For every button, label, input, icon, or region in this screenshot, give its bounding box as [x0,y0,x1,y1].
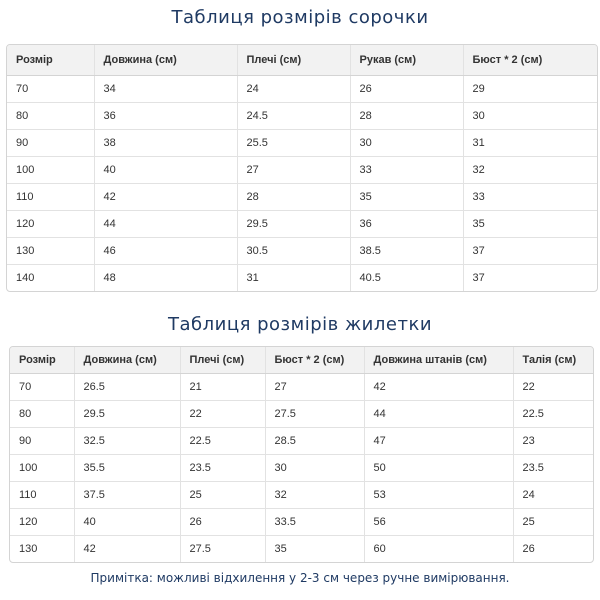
table-cell: 40 [74,509,180,536]
table-cell: 27.5 [180,536,265,563]
table-cell: 90 [10,428,74,455]
table-cell: 23.5 [513,455,593,482]
table-cell: 25.5 [237,130,350,157]
column-header-shoulders: Плечі (см) [237,45,350,76]
column-header-pants-length: Довжина штанів (см) [364,347,513,374]
table-cell: 29.5 [74,401,180,428]
table-cell: 35.5 [74,455,180,482]
table-cell: 37 [472,272,485,284]
table-row [10,401,593,428]
table-cell: 100 [10,455,74,482]
table-cell: 44 [364,401,513,428]
table-cell: 56 [364,509,513,536]
table-cell: 50 [364,455,513,482]
table-cell: 24.5 [237,103,350,130]
column-header-size: Розмір [7,45,94,76]
shirt-size-table-title: Таблиця розмірів сорочки [171,7,429,28]
table-cell: 28.5 [265,428,364,455]
table-cell: 36 [350,211,463,238]
table-header-row [7,45,597,76]
table-cell: 26.5 [74,374,180,401]
table-cell: 31 [463,130,597,157]
table-row [10,536,593,563]
table-row [7,157,597,184]
table-cell: 120 [10,509,74,536]
table-cell: 110 [10,482,74,509]
shirt-size-table [6,44,598,292]
table-row [10,428,593,455]
table-row [10,374,593,401]
table-cell: 40.5 [350,265,463,292]
table-cell: 46 [94,238,237,265]
column-header-waist: Талія (см) [513,347,593,374]
column-header-sleeve: Рукав (см) [350,45,463,76]
table-cell: 30 [350,130,463,157]
table-row [7,76,597,103]
table-row [7,103,597,130]
table-cell: 130 [10,536,74,563]
table-cell: 90 [7,130,94,157]
table-cell: 34 [94,76,237,103]
table-cell: 44 [94,211,237,238]
table-cell: 33 [350,157,463,184]
table-cell: 130 [7,238,94,265]
table-cell: 27 [265,374,364,401]
column-header-bust: Бюст * 2 (см) [463,45,597,76]
table-cell: 42 [364,374,513,401]
table-cell: 70 [7,76,94,103]
column-header-length: Довжина (см) [74,347,180,374]
table-cell: 21 [180,374,265,401]
table-cell: 26 [180,509,265,536]
table-cell: 140 [7,265,94,292]
table-row [7,238,597,265]
table-header-row [10,347,593,374]
table-cell: 25 [513,509,593,536]
table-cell: 35 [350,184,463,211]
table-cell: 120 [7,211,94,238]
column-header-size: Розмір [10,347,74,374]
table-cell: 30 [463,103,597,130]
table-cell: 38 [94,130,237,157]
table-row [7,265,597,292]
table-cell: 80 [7,103,94,130]
table-cell: 23 [513,428,593,455]
table-cell: 42 [74,536,180,563]
table-cell: 22 [180,401,265,428]
table-cell: 37.5 [74,482,180,509]
table-cell: 30 [265,455,364,482]
table-row [7,184,597,211]
table-cell: 25 [180,482,265,509]
table-cell: 31 [237,265,350,292]
table-row [10,455,593,482]
table-cell: 29 [463,76,597,103]
table-cell: 29.5 [237,211,350,238]
table-cell: 28 [350,103,463,130]
table-cell: 100 [7,157,94,184]
table-cell: 33 [463,184,597,211]
table-cell: 32 [463,157,597,184]
table-cell: 30.5 [237,238,350,265]
column-header-bust: Бюст * 2 (см) [265,347,364,374]
vest-size-table [9,346,594,563]
table-cell: 42 [94,184,237,211]
table-cell: 26 [522,543,535,555]
column-header-length: Довжина (см) [94,45,237,76]
table-cell: 22.5 [180,428,265,455]
table-row [7,130,597,157]
table-cell: 40 [94,157,237,184]
table-cell: 35 [463,211,597,238]
table-cell: 80 [10,401,74,428]
table-cell: 26 [350,76,463,103]
table-row [7,211,597,238]
table-cell: 32.5 [74,428,180,455]
table-cell: 48 [94,265,237,292]
table-cell: 33.5 [265,509,364,536]
table-cell: 53 [364,482,513,509]
table-cell: 38.5 [350,238,463,265]
table-cell: 23.5 [180,455,265,482]
table-cell: 35 [265,536,364,563]
table-row [10,509,593,536]
footnote: Примітка: можливі відхилення у 2-3 см через ручне вимірювання. [90,571,510,585]
vest-size-table-title: Таблиця розмірів жилетки [167,314,433,335]
table-cell: 24 [513,482,593,509]
table-cell: 70 [10,374,74,401]
table-cell: 27.5 [265,401,364,428]
table-cell: 36 [94,103,237,130]
table-cell: 22 [513,374,593,401]
table-cell: 32 [265,482,364,509]
table-cell: 37 [463,238,597,265]
table-cell: 27 [237,157,350,184]
table-cell: 22.5 [513,401,593,428]
table-cell: 60 [364,536,513,563]
column-header-shoulders: Плечі (см) [180,347,265,374]
table-cell: 47 [364,428,513,455]
table-cell: 110 [7,184,94,211]
table-cell: 28 [237,184,350,211]
table-cell: 24 [237,76,350,103]
table-row [10,482,593,509]
